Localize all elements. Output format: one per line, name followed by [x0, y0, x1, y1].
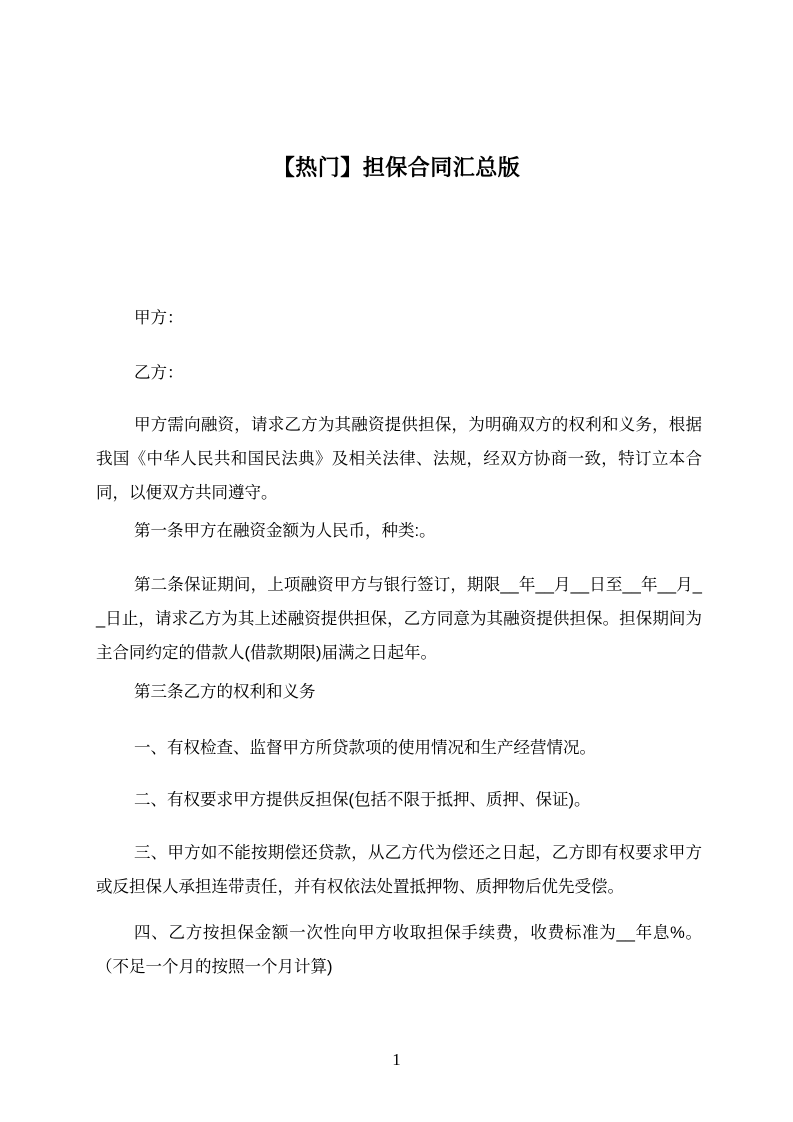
article-3-item-3: 三、甲方如不能按期偿还贷款，从乙方代为偿还之日起，乙方即有权要求甲方或反担保人承担连带责任，并有权依法处置抵押物、质押物后优先受偿。 [96, 843, 702, 896]
intro-paragraph: 甲方需向融资，请求乙方为其融资提供担保，为明确双方的权利和义务，根据我国《中华人民共和国民法典》及相关法律、法规，经双方协商一致，特订立本合同，以便双方共同遵守。 [96, 415, 702, 502]
party-a-line: 甲方： [134, 308, 184, 327]
article-3-item-2: 二、有权要求甲方提供反担保(包括不限于抵押、质押、保证)。 [134, 790, 591, 809]
page-number: 1 [392, 1050, 401, 1069]
article-3-item-4: 四、乙方按担保金额一次性向甲方收取担保手续费，收费标准为__年息%。（不足一个月的按照一个月计算) [96, 923, 702, 976]
document-title: 【热门】担保合同汇总版 [272, 154, 521, 180]
article-3-item-1: 一、有权检查、监督甲方所贷款项的使用情况和生产经营情况。 [134, 738, 596, 757]
article-3-heading: 第三条乙方的权利和义务 [134, 682, 316, 701]
party-b-line: 乙方： [134, 363, 184, 382]
article-2-paragraph: 第二条保证期间，上项融资甲方与银行签订，期限__年__月__日至__年__月__日止，请求乙方为其上述融资提供担保，乙方同意为其融资提供担保。担保期间为主合同约定的借款人(借款期限)届满之日起年。 [96, 575, 702, 662]
article-1-paragraph: 第一条甲方在融资金额为人民币，种类:。 [134, 521, 436, 540]
